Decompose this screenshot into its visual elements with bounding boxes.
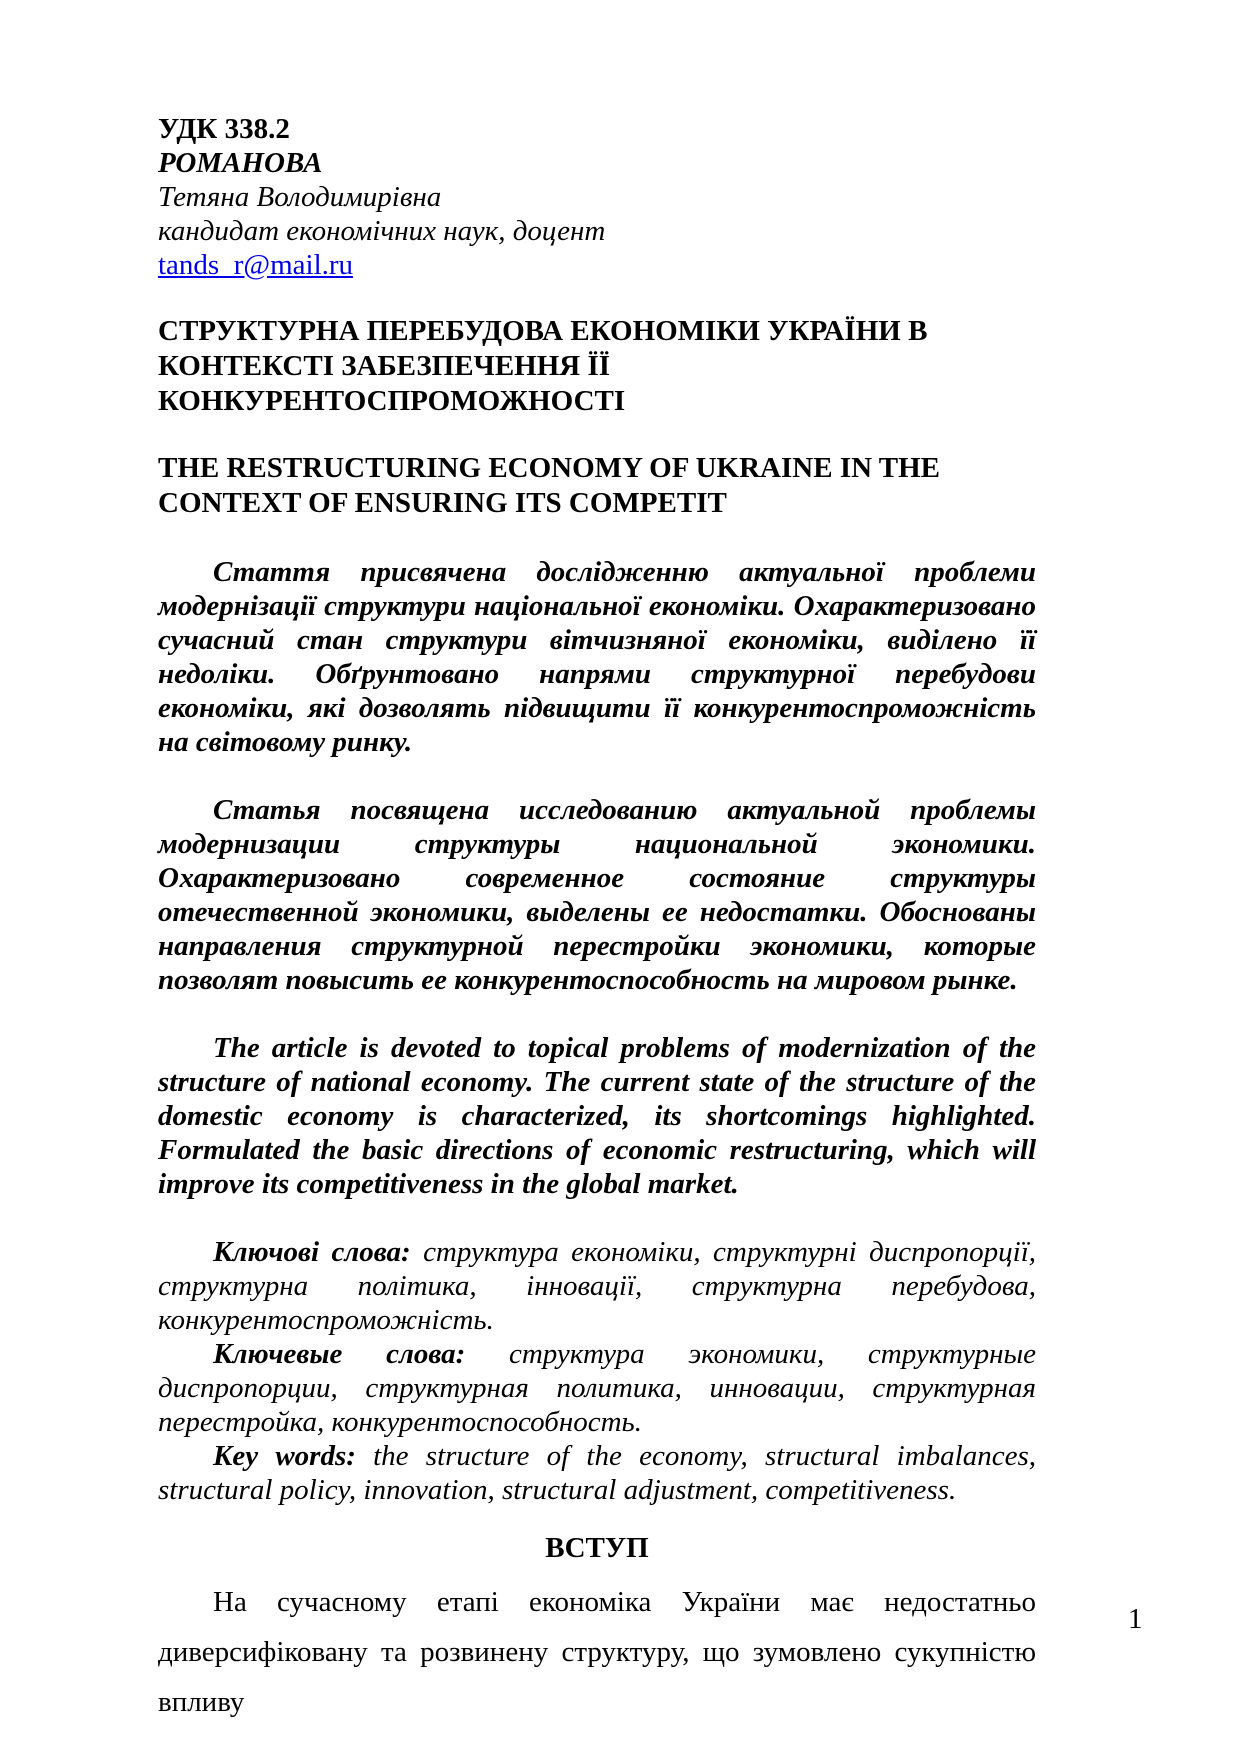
keywords-russian-label: Ключевые слова: bbox=[213, 1338, 466, 1370]
keywords-english-label: Key words: bbox=[213, 1440, 356, 1472]
author-given-name: Тетяна Володимирівна bbox=[158, 181, 442, 213]
author-block bbox=[158, 112, 1036, 282]
author-degree: кандидат економічних наук, доцент bbox=[158, 215, 606, 247]
abstract-russian: Статья посвящена исследованию актуальной проблемы модернизации структуры национальной экономики. Охарактеризовано современное состояние структуры отечественной экономики, выделены ее недостатки. Обоснованы направления структурной перестройки экономики, которые позволят повысить ее конкурентоспособность на мировом рынке. bbox=[158, 794, 1036, 996]
keywords-ukrainian-label: Ключові слова: bbox=[213, 1236, 411, 1268]
intro-paragraph: На сучасному етапі економіка України має недостатньо диверсифіковану та розвинену структуру, що зумовлено сукупністю впливу bbox=[158, 1586, 1036, 1718]
keywords-english-text: the structure of the economy, structural imbalances, structural policy, innovation, structural adjustment, competitiveness. bbox=[158, 1440, 1036, 1506]
page-number: 1 bbox=[1128, 1603, 1143, 1635]
article-title-english: THE RESTRUCTURING ECONOMY OF UKRAINE IN THE CONTEXT OF ENSURING ITS COMPETIT bbox=[158, 452, 941, 519]
udc-code: УДК 338.2 bbox=[158, 113, 290, 145]
keywords-russian-text: структура экономики, структурные диспропорции, структурная политика, инновации, структурная перестройка, конкурентоспособность. bbox=[158, 1338, 1036, 1438]
section-heading-vstup: ВСТУП bbox=[545, 1532, 649, 1564]
keywords-english bbox=[158, 1439, 1036, 1507]
author-email-line bbox=[158, 248, 1036, 282]
author-surname: РОМАНОВА bbox=[158, 147, 323, 179]
keywords-block bbox=[158, 1235, 1036, 1507]
keywords-ukrainian-text: структура економіки, структурні диспропорції, структурна політика, інновації, структурна перебудова, конкурентоспроможність. bbox=[158, 1236, 1037, 1336]
keywords-ukrainian bbox=[158, 1235, 1036, 1337]
author-email-link[interactable]: tands_r@mail.ru bbox=[158, 249, 354, 281]
abstract-ukrainian: Стаття присвячена дослідженню актуальної проблеми модернізації структури національної економіки. Охарактеризовано сучасний стан структури вітчизняної економіки, виділено її недоліки. Обґрунтовано напрями структурної перебудови економіки, які дозволять підвищити її конкурентоспроможність на світовому ринку. bbox=[158, 556, 1036, 758]
keywords-russian bbox=[158, 1337, 1036, 1439]
article-title-ukrainian: СТРУКТУРНА ПЕРЕБУДОВА ЕКОНОМІКИ УКРАЇНИ В КОНТЕКСТІ ЗАБЕЗПЕЧЕННЯ ЇЇ КОНКУРЕНТОСПРОМОЖНОСТІ bbox=[158, 315, 928, 417]
abstract-english: The article is devoted to topical problems of modernization of the structure of national economy. The current state of the structure of the domestic economy is characterized, its shortcomings highlighted. Formulated the basic directions of economic restructuring, which will improve its competitiveness in the global market. bbox=[158, 1032, 1036, 1200]
